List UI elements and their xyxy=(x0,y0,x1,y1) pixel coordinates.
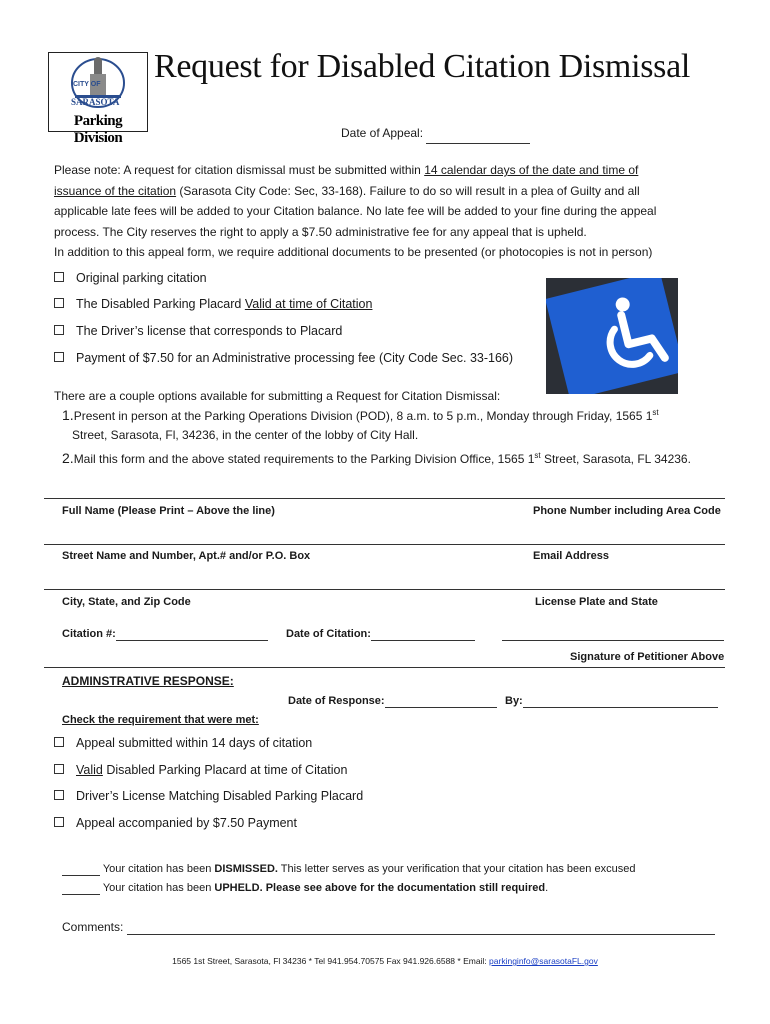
admin-heading: ADMINSTRATIVE RESPONSE: xyxy=(62,674,234,688)
wheelchair-icon xyxy=(546,278,678,394)
requirement-item: The Disabled Parking Placard Valid at time of Citation xyxy=(54,297,372,311)
admin-check-item: Appeal submitted within 14 days of citation xyxy=(54,736,312,750)
street-line[interactable] xyxy=(44,544,725,545)
logo-division-label: Parking Division xyxy=(73,113,123,146)
checkbox[interactable] xyxy=(54,272,64,282)
phone-label: Phone Number including Area Code xyxy=(533,505,721,517)
comments-field: Comments: xyxy=(62,920,715,935)
requirement-item: Original parking citation xyxy=(54,271,207,285)
checkbox[interactable] xyxy=(54,790,64,800)
date-of-appeal xyxy=(341,123,530,144)
option-1: 1.Present in person at the Parking Operations Division (POD), 8 a.m. to 5 p.m., Monday through Friday, 1565 1st xyxy=(62,407,659,423)
by-field: By: xyxy=(505,695,718,708)
signature-line[interactable] xyxy=(502,640,724,641)
admin-check-item: Appeal accompanied by $7.50 Payment xyxy=(54,816,297,830)
requirement-item: The Driver’s license that corresponds to Placard xyxy=(54,324,342,338)
checkbox[interactable] xyxy=(54,817,64,827)
admin-divider xyxy=(44,667,725,668)
notice-paragraph: Please note: A request for citation dismissal must be submitted within 14 calendar days of the date and time of issuance of the citation (Sarasota City Code: Sec, 33-168). Failure to do so will result in a plea of Guilty and all applicable late fees will be added to your Citation balance. No late fee will be added to your fine during the appeal process. The City reserves the right to apply a $7.50 administrative fee for any appeal that is upheld. In addition to this appeal form, we require additional documents to be presented (or photocopies is not in person) xyxy=(54,160,734,263)
options-intro: There are a couple options available for submitting a Request for Citation Dismissal: xyxy=(54,389,501,403)
disabled-parking-photo xyxy=(546,278,678,394)
additional-docs-note: In addition to this appeal form, we require additional documents to be presented (or photocopies is not in person) xyxy=(54,245,653,259)
checkbox[interactable] xyxy=(54,737,64,747)
date-of-appeal-field[interactable] xyxy=(426,123,530,144)
option-1-cont: Street, Sarasota, Fl, 34236, in the center of the lobby of City Hall. xyxy=(72,428,419,442)
city-line[interactable] xyxy=(44,589,725,590)
logo-city-of: CITY OF xyxy=(73,81,101,88)
checkbox[interactable] xyxy=(54,764,64,774)
date-of-citation-field: Date of Citation: xyxy=(286,628,475,641)
email-label: Email Address xyxy=(533,550,610,562)
option-2: 2.Mail this form and the above stated requirements to the Parking Division Office, 1565 1st Street, Sarasota, FL 34236. xyxy=(62,450,691,466)
admin-check-item: Valid Disabled Parking Placard at time of Citation xyxy=(54,763,347,777)
name-line[interactable] xyxy=(44,498,725,499)
logo-sarasota: SARASOTA xyxy=(71,97,120,107)
city-label: City, State, and Zip Code xyxy=(62,596,191,608)
requirement-item: Payment of $7.50 for an Administrative processing fee (City Code Sec. 33-166) xyxy=(54,351,513,365)
signature-label: Signature of Petitioner Above xyxy=(570,651,725,663)
citation-number-field: Citation #: xyxy=(62,628,268,641)
date-of-response-field: Date of Response: xyxy=(288,695,497,708)
admin-check-item: Driver’s License Matching Disabled Parking Placard xyxy=(54,789,363,803)
check-heading: Check the requirement that were met: xyxy=(62,714,259,726)
footer-contact: 1565 1st Street, Sarasota, Fl 34236 * Tel 941.954.70575 Fax 941.926.6588 * Email: parkinginfo@sarasotaFL.gov xyxy=(172,956,598,966)
page-title: Request for Disabled Citation Dismissal xyxy=(154,48,691,85)
checkbox[interactable] xyxy=(54,325,64,335)
dismissed-line: Your citation has been DISMISSED. This letter serves as your verification that your citation has been excused xyxy=(62,863,635,876)
city-logo xyxy=(48,52,148,146)
date-of-appeal-label: Date of Appeal: xyxy=(341,126,427,140)
checkbox[interactable] xyxy=(54,298,64,308)
upheld-line: Your citation has been UPHELD. Please see above for the documentation still required. xyxy=(62,882,548,895)
full-name-label: Full Name (Please Print – Above the line) xyxy=(62,505,275,517)
footer-email-link[interactable]: parkinginfo@sarasotaFL.gov xyxy=(489,956,598,966)
checkbox[interactable] xyxy=(54,352,64,362)
plate-label: License Plate and State xyxy=(535,596,658,608)
street-label: Street Name and Number, Apt.# and/or P.O. Box xyxy=(62,550,311,562)
